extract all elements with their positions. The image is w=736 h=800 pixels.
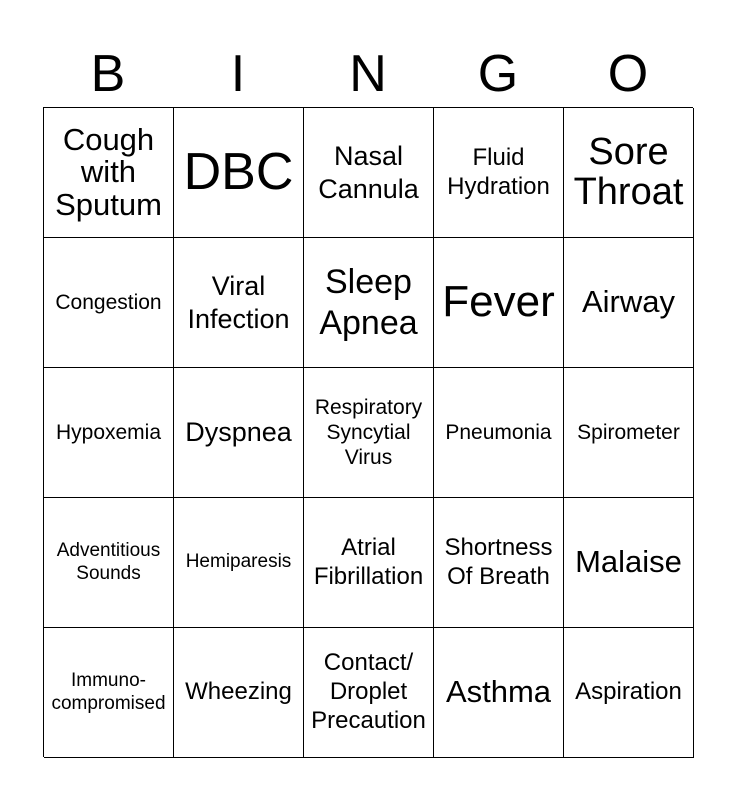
header-letter-b: B [90,45,126,103]
cell-label: Airway [581,284,675,320]
cell-label: Nasal Cannula [318,141,419,204]
bingo-cell[interactable] [564,368,694,498]
cell-label: Hypoxemia [55,420,162,444]
header-letter-i: I [230,45,246,103]
cell-label: Immuno- compromised [51,669,166,714]
cell-label: Asthma [445,674,552,710]
cell-label: Contact/ Droplet Precaution [311,649,426,734]
bingo-cell[interactable] [174,238,304,368]
cell-label: Fluid Hydration [447,143,550,200]
bingo-cell[interactable] [304,368,434,498]
bingo-cell[interactable] [564,628,694,758]
bingo-cell[interactable] [564,108,694,238]
bingo-cell[interactable] [44,368,174,498]
cell-label: Viral Infection [187,271,290,334]
bingo-cell[interactable] [44,498,174,628]
cell-label: Wheezing [185,678,292,706]
cell-label: Sore Throat [573,130,684,213]
cell-label: Cough with Sputum [55,121,162,222]
bingo-cell[interactable] [174,108,304,238]
bingo-cell[interactable] [174,498,304,628]
bingo-cell[interactable] [44,108,174,238]
cell-label: Adventitious Sounds [56,539,161,584]
cell-label: Atrial Fibrillation [313,533,424,590]
cell-label: Sleep Apnea [319,262,418,342]
bingo-cell[interactable] [174,368,304,498]
bingo-board [43,107,693,757]
bingo-cell[interactable] [304,628,434,758]
header-letter-n: N [349,45,387,103]
cell-label: Respiratory Syncytial Virus [314,395,423,470]
cell-label: Spirometer [577,420,680,444]
cell-label: Malaise [575,544,682,580]
bingo-cell[interactable] [304,108,434,238]
bingo-cell[interactable] [434,108,564,238]
cell-label: Dyspnea [185,416,292,447]
cell-label: DBC [183,142,294,201]
bingo-cell[interactable] [304,498,434,628]
cell-label: Aspiration [575,678,682,706]
cell-label: Shortness Of Breath [444,533,553,590]
bingo-cell[interactable] [434,628,564,758]
bingo-cell[interactable] [434,238,564,368]
cell-label: Fever [442,277,555,327]
cell-label: Hemiparesis [185,551,292,573]
bingo-cell[interactable] [564,498,694,628]
cell-label: Pneumonia [445,420,552,444]
bingo-cell[interactable] [434,498,564,628]
bingo-cell[interactable] [174,628,304,758]
bingo-cell[interactable] [44,238,174,368]
bingo-cell[interactable] [44,628,174,758]
bingo-cell[interactable] [564,238,694,368]
header-letter-g: G [477,45,519,103]
bingo-header [43,42,693,106]
cell-label: Congestion [55,290,162,314]
bingo-cell[interactable] [434,368,564,498]
bingo-cell[interactable] [304,238,434,368]
header-letter-o: O [607,45,649,103]
